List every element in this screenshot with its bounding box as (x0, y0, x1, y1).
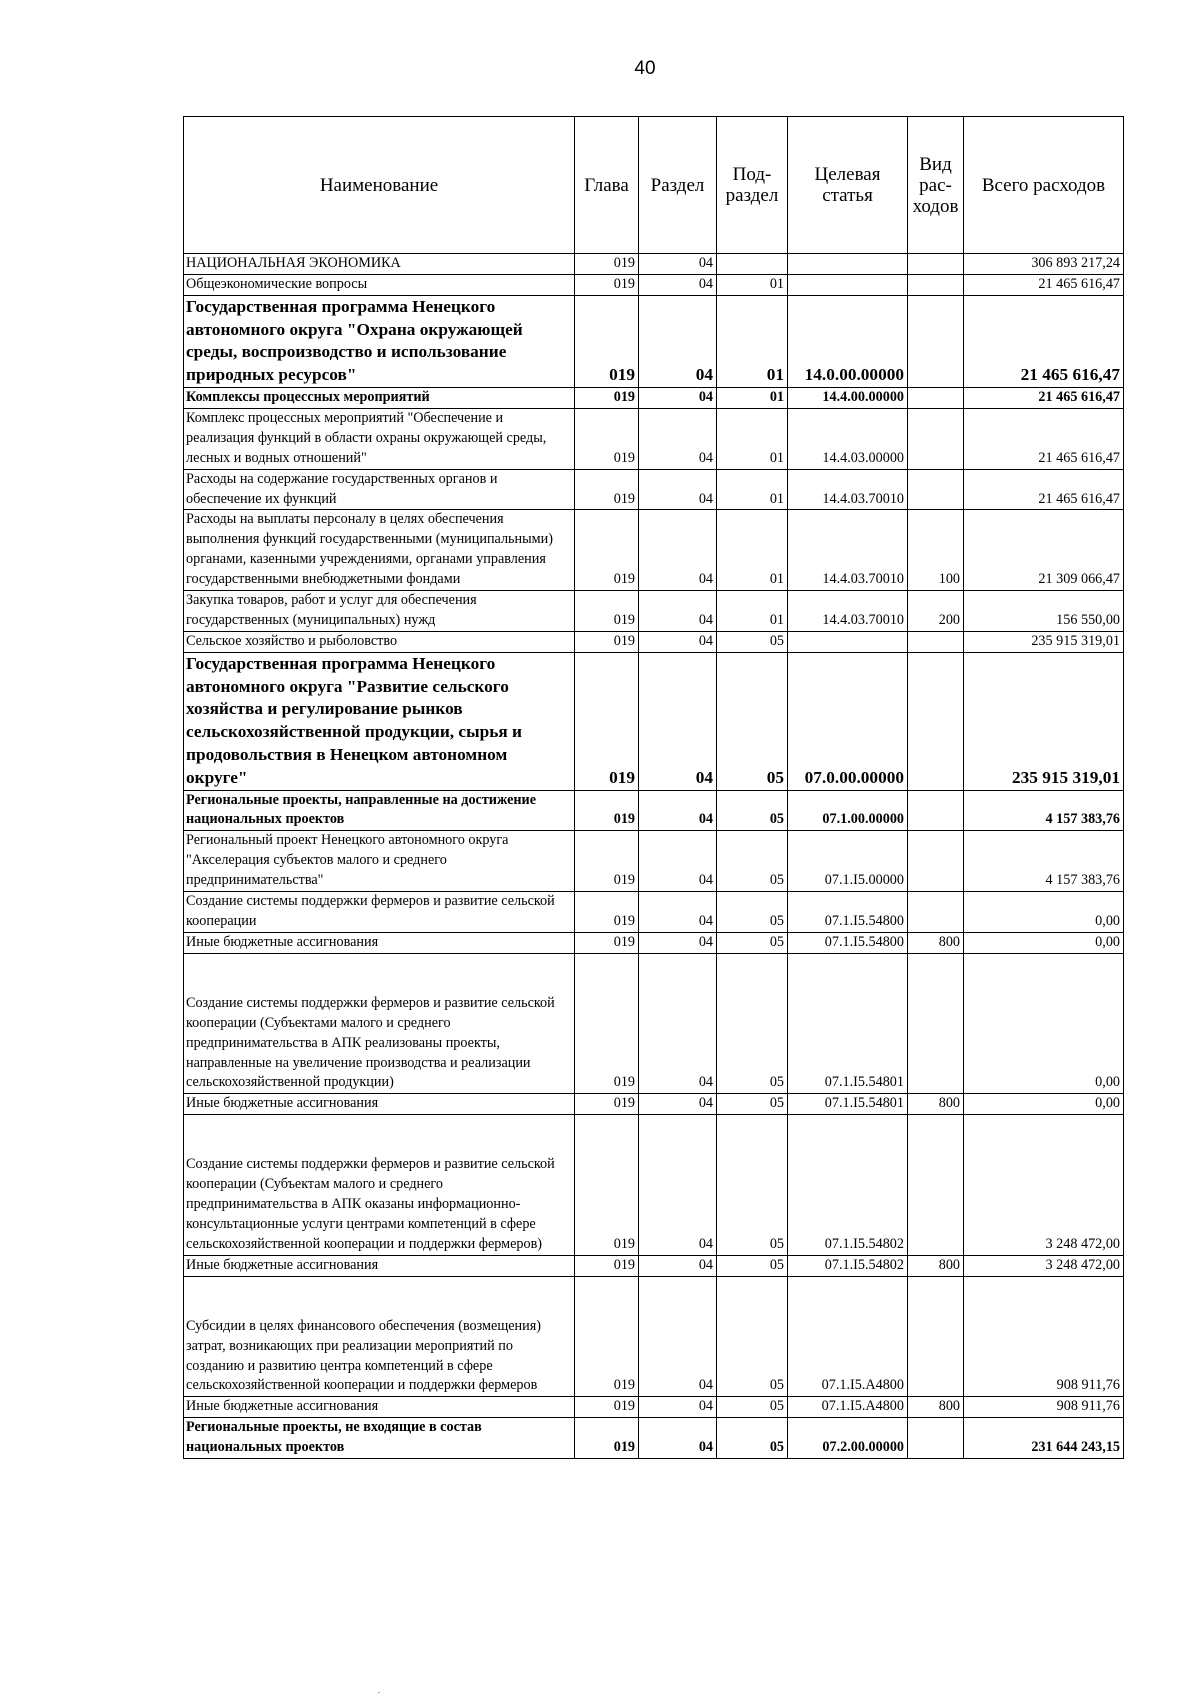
row-razdel: 04 (639, 408, 717, 469)
row-celevaya-statya: 07.1.00.00000 (788, 790, 908, 831)
row-glava: 019 (575, 1418, 639, 1459)
row-glava: 019 (575, 1397, 639, 1418)
row-razdel: 04 (639, 388, 717, 409)
row-vid-rashodov (908, 1276, 964, 1397)
row-name: НАЦИОНАЛЬНАЯ ЭКОНОМИКА (184, 254, 575, 275)
row-name: Создание системы поддержки фермеров и развитие сельской кооперации (Субъектами малого и среднего предпринимательства в АПК реализованы проекты, направленные на увеличение производства и реализации сельскохозяйственной продукции) (184, 953, 575, 1094)
row-podrazdel: 05 (717, 652, 788, 790)
row-podrazdel (717, 254, 788, 275)
row-sum: 21 465 616,47 (964, 469, 1124, 510)
header-row (184, 117, 1124, 254)
row-podrazdel: 05 (717, 892, 788, 933)
row-sum: 0,00 (964, 1094, 1124, 1115)
row-sum: 21 465 616,47 (964, 295, 1124, 387)
row-celevaya-statya: 14.0.00.00000 (788, 295, 908, 387)
row-vid-rashodov (908, 274, 964, 295)
row-celevaya-statya: 14.4.03.70010 (788, 591, 908, 632)
row-razdel: 04 (639, 510, 717, 591)
row-podrazdel: 01 (717, 510, 788, 591)
row-podrazdel: 01 (717, 295, 788, 387)
row-sum: 4 157 383,76 (964, 790, 1124, 831)
row-sum: 908 911,76 (964, 1397, 1124, 1418)
row-vid-rashodov (908, 388, 964, 409)
table-row (184, 831, 1124, 892)
row-sum: 235 915 319,01 (964, 631, 1124, 652)
row-glava: 019 (575, 652, 639, 790)
table-row (184, 510, 1124, 591)
row-sum: 0,00 (964, 932, 1124, 953)
header-podrazdel: Под- раздел (717, 117, 788, 254)
header-vsego-rashodov: Всего расходов (964, 117, 1124, 254)
row-name: Государственная программа Ненецкого автономного округа "Охрана окружающей среды, воспроизводство и использование природных ресурсов" (184, 295, 575, 387)
header-glava: Глава (575, 117, 639, 254)
row-celevaya-statya: 07.1.I5.54802 (788, 1115, 908, 1256)
row-razdel: 04 (639, 953, 717, 1094)
row-glava: 019 (575, 892, 639, 933)
row-name: Государственная программа Ненецкого автономного округа "Развитие сельского хозяйства и регулирование рынков сельскохозяйственной продукции, сырья и продовольствия в Ненецком автономном округе" (184, 652, 575, 790)
row-glava: 019 (575, 408, 639, 469)
row-vid-rashodov (908, 831, 964, 892)
row-vid-rashodov (908, 1418, 964, 1459)
table-row (184, 591, 1124, 632)
row-vid-rashodov: 800 (908, 1094, 964, 1115)
table-row (184, 631, 1124, 652)
row-razdel: 04 (639, 790, 717, 831)
table-body (184, 254, 1124, 1459)
row-razdel: 04 (639, 295, 717, 387)
row-podrazdel: 05 (717, 953, 788, 1094)
table-row (184, 254, 1124, 275)
row-podrazdel: 05 (717, 790, 788, 831)
row-vid-rashodov (908, 631, 964, 652)
table-row (184, 1094, 1124, 1115)
row-glava: 019 (575, 469, 639, 510)
table-row (184, 892, 1124, 933)
row-name: Расходы на выплаты персоналу в целях обеспечения выполнения функций государственными (муниципальными) органами, казенными учреждениями, органами управления государственными внебюджетными фондами (184, 510, 575, 591)
row-sum: 908 911,76 (964, 1276, 1124, 1397)
row-celevaya-statya: 07.1.I5.54801 (788, 1094, 908, 1115)
header-name: Наименование (184, 117, 575, 254)
row-podrazdel: 05 (717, 1276, 788, 1397)
row-celevaya-statya: 07.1.I5.54800 (788, 892, 908, 933)
row-vid-rashodov (908, 953, 964, 1094)
row-celevaya-statya: 14.4.03.70010 (788, 469, 908, 510)
row-name: Комплекс процессных мероприятий "Обеспечение и реализация функций в области охраны окружающей среды, лесных и водных отношений" (184, 408, 575, 469)
row-celevaya-statya: 07.2.00.00000 (788, 1418, 908, 1459)
row-glava: 019 (575, 831, 639, 892)
table-row (184, 1115, 1124, 1256)
row-celevaya-statya: 07.0.00.00000 (788, 652, 908, 790)
row-vid-rashodov (908, 295, 964, 387)
row-podrazdel: 05 (717, 1115, 788, 1256)
row-name: Региональные проекты, не входящие в состав национальных проектов (184, 1418, 575, 1459)
header-vid-rashodov: Вид рас- ходов (908, 117, 964, 254)
row-glava: 019 (575, 932, 639, 953)
row-podrazdel: 01 (717, 408, 788, 469)
row-razdel: 04 (639, 469, 717, 510)
row-name: Закупка товаров, работ и услуг для обеспечения государственных (муниципальных) нужд (184, 591, 575, 632)
row-sum: 3 248 472,00 (964, 1115, 1124, 1256)
row-vid-rashodov (908, 254, 964, 275)
row-sum: 4 157 383,76 (964, 831, 1124, 892)
table-row (184, 469, 1124, 510)
row-celevaya-statya: 07.1.I5.54802 (788, 1255, 908, 1276)
row-celevaya-statya: 14.4.03.00000 (788, 408, 908, 469)
row-podrazdel: 05 (717, 1255, 788, 1276)
table-row (184, 790, 1124, 831)
row-razdel: 04 (639, 652, 717, 790)
row-podrazdel: 05 (717, 1094, 788, 1115)
row-podrazdel: 05 (717, 932, 788, 953)
row-glava: 019 (575, 254, 639, 275)
row-sum: 156 550,00 (964, 591, 1124, 632)
row-glava: 019 (575, 274, 639, 295)
row-celevaya-statya (788, 254, 908, 275)
row-podrazdel: 05 (717, 831, 788, 892)
row-razdel: 04 (639, 1397, 717, 1418)
row-name: Региональный проект Ненецкого автономного округа "Акселерация субъектов малого и среднего предпринимательства" (184, 831, 575, 892)
header-razdel: Раздел (639, 117, 717, 254)
row-sum: 3 248 472,00 (964, 1255, 1124, 1276)
row-vid-rashodov: 800 (908, 1255, 964, 1276)
table-row (184, 295, 1124, 387)
row-glava: 019 (575, 591, 639, 632)
row-vid-rashodov: 200 (908, 591, 964, 632)
row-razdel: 04 (639, 254, 717, 275)
row-vid-rashodov (908, 1115, 964, 1256)
page-number: 40 (634, 58, 656, 79)
row-celevaya-statya: 07.1.I5.A4800 (788, 1397, 908, 1418)
row-razdel: 04 (639, 892, 717, 933)
row-sum: 235 915 319,01 (964, 652, 1124, 790)
row-podrazdel: 01 (717, 274, 788, 295)
row-razdel: 04 (639, 1094, 717, 1115)
row-name: Региональные проекты, направленные на достижение национальных проектов (184, 790, 575, 831)
row-vid-rashodov (908, 469, 964, 510)
row-sum: 0,00 (964, 892, 1124, 933)
row-razdel: 04 (639, 591, 717, 632)
row-podrazdel: 05 (717, 1418, 788, 1459)
row-podrazdel: 01 (717, 388, 788, 409)
row-name: Создание системы поддержки фермеров и развитие сельской кооперации (Субъектам малого и среднего предпринимательства в АПК оказаны информационно-консультационные услуги центрами компетенций в сфере сельскохозяйственной кооперации и поддержки фермеров) (184, 1115, 575, 1256)
row-name: Общеэкономические вопросы (184, 274, 575, 295)
row-vid-rashodov (908, 652, 964, 790)
row-celevaya-statya: 07.1.I5.54800 (788, 932, 908, 953)
table-row (184, 274, 1124, 295)
row-razdel: 04 (639, 631, 717, 652)
row-vid-rashodov (908, 892, 964, 933)
row-celevaya-statya: 07.1.I5.54801 (788, 953, 908, 1094)
table-row (184, 932, 1124, 953)
row-name: Сельское хозяйство и рыболовство (184, 631, 575, 652)
row-razdel: 04 (639, 932, 717, 953)
row-vid-rashodov: 100 (908, 510, 964, 591)
table-row (184, 408, 1124, 469)
row-glava: 019 (575, 295, 639, 387)
row-vid-rashodov (908, 790, 964, 831)
row-sum: 21 465 616,47 (964, 388, 1124, 409)
budget-table (183, 116, 1124, 1459)
row-name: Иные бюджетные ассигнования (184, 1094, 575, 1115)
row-razdel: 04 (639, 831, 717, 892)
row-glava: 019 (575, 1255, 639, 1276)
row-name: Иные бюджетные ассигнования (184, 1255, 575, 1276)
row-vid-rashodov: 800 (908, 932, 964, 953)
table-row (184, 953, 1124, 1094)
row-glava: 019 (575, 790, 639, 831)
table-row (184, 1397, 1124, 1418)
row-celevaya-statya: 07.1.I5.A4800 (788, 1276, 908, 1397)
row-name: Создание системы поддержки фермеров и развитие сельской кооперации (184, 892, 575, 933)
bottom-mark: . (378, 1686, 380, 1695)
row-sum: 21 309 066,47 (964, 510, 1124, 591)
row-glava: 019 (575, 1094, 639, 1115)
row-name: Иные бюджетные ассигнования (184, 932, 575, 953)
row-podrazdel: 05 (717, 1397, 788, 1418)
row-celevaya-statya: 07.1.I5.00000 (788, 831, 908, 892)
row-sum: 231 644 243,15 (964, 1418, 1124, 1459)
row-celevaya-statya (788, 274, 908, 295)
row-podrazdel: 01 (717, 591, 788, 632)
row-glava: 019 (575, 388, 639, 409)
row-razdel: 04 (639, 1115, 717, 1256)
table-row (184, 388, 1124, 409)
row-celevaya-statya (788, 631, 908, 652)
table-row (184, 1276, 1124, 1397)
row-sum: 306 893 217,24 (964, 254, 1124, 275)
row-glava: 019 (575, 631, 639, 652)
row-celevaya-statya: 14.4.00.00000 (788, 388, 908, 409)
row-glava: 019 (575, 510, 639, 591)
row-glava: 019 (575, 1115, 639, 1256)
row-razdel: 04 (639, 1276, 717, 1397)
row-name: Комплексы процессных мероприятий (184, 388, 575, 409)
table-row (184, 1255, 1124, 1276)
table-row (184, 1418, 1124, 1459)
row-name: Расходы на содержание государственных органов и обеспечение их функций (184, 469, 575, 510)
row-glava: 019 (575, 953, 639, 1094)
row-sum: 21 465 616,47 (964, 408, 1124, 469)
row-name: Иные бюджетные ассигнования (184, 1397, 575, 1418)
row-name: Субсидии в целях финансового обеспечения (возмещения) затрат, возникающих при реализации мероприятий по созданию и развитию центра компетенций в сфере сельскохозяйственной кооперации и поддержки фермеров (184, 1276, 575, 1397)
row-sum: 21 465 616,47 (964, 274, 1124, 295)
row-sum: 0,00 (964, 953, 1124, 1094)
row-podrazdel: 05 (717, 631, 788, 652)
row-podrazdel: 01 (717, 469, 788, 510)
row-vid-rashodov (908, 408, 964, 469)
header-celevaya-statya: Целевая статья (788, 117, 908, 254)
row-celevaya-statya: 14.4.03.70010 (788, 510, 908, 591)
row-razdel: 04 (639, 1418, 717, 1459)
row-glava: 019 (575, 1276, 639, 1397)
row-razdel: 04 (639, 1255, 717, 1276)
row-razdel: 04 (639, 274, 717, 295)
row-vid-rashodov: 800 (908, 1397, 964, 1418)
table-row (184, 652, 1124, 790)
